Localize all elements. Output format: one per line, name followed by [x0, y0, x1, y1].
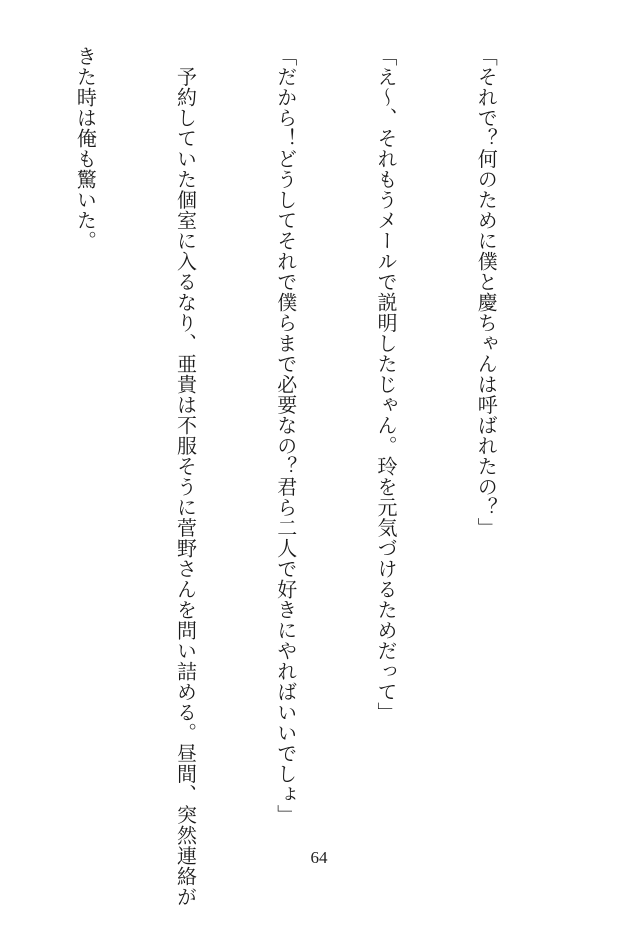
text-line: 「だから！どうしてそれで僕らまで必要なの？君ら二人で好きにやればいいでしょ」	[273, 46, 298, 825]
page-number: 64	[310, 848, 328, 867]
text-line	[0, 46, 1, 846]
text-line: 「それで？何のために僕と慶ちゃんは呼ばれたの？」	[474, 46, 499, 538]
text-line: 「え～、それもうメールで説明したじゃん。玲を元気づけるためだって」	[373, 46, 398, 723]
text-line: きた時は俺も驚いた。	[73, 46, 98, 251]
text-line: 予約していた個室に入るなり、亜貴は不服そうに菅野さんを問い詰める。昼間、突然連絡が	[173, 46, 198, 907]
